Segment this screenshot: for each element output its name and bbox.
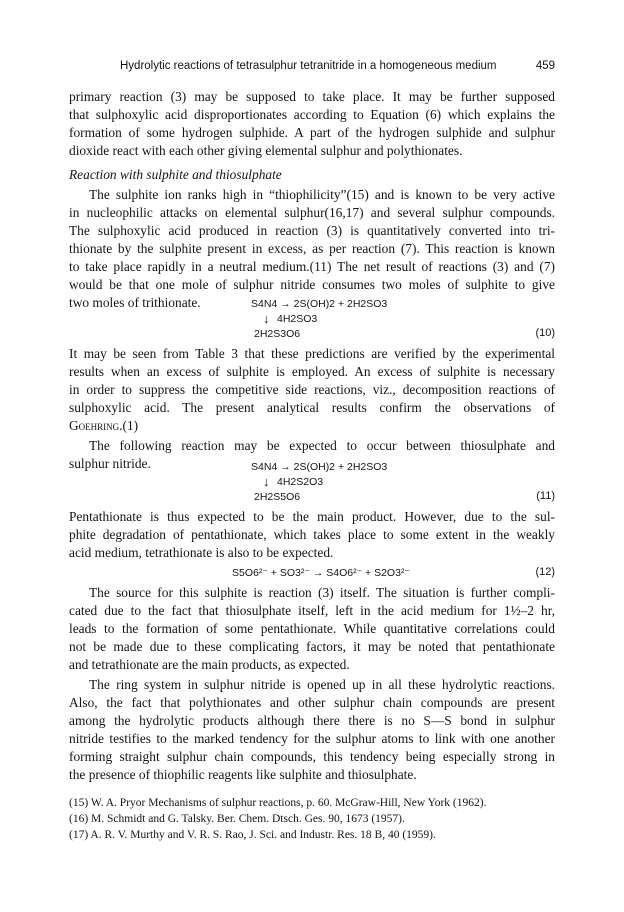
equation-12: S5O6²⁻ + SO3²⁻ → S4O6²⁻ + S2O3²⁻ (232, 567, 410, 579)
page-number: 459 (535, 60, 555, 72)
body-line: sulphoxylic acid. The present analytical results confirm the observations of (69, 400, 555, 415)
equation-11-reagent: 4H2S2O3 (277, 476, 324, 488)
reference-15: (15) W. A. Pryor Mechanisms of sulphur reactions, p. 60. McGraw-Hill, New York (1962). (69, 797, 487, 809)
body-line: leads to the formation of some pentathionate. While quantitative correlations could (69, 621, 555, 636)
body-line: The following reaction may be expected to occur between thiosulphate and (89, 438, 555, 453)
equation-11-number: (11) (536, 490, 555, 502)
body-line: primary reaction (3) may be supposed to take place. It may be further supposed (69, 89, 555, 104)
body-line: that sulphoxylic acid disproportionates according to Equation (6) which explains the (69, 107, 555, 122)
body-line: and tetrathionate are the main products, as expected. (69, 657, 350, 672)
equation-11-product: 2H2S5O6 (254, 491, 301, 503)
body-line: the presence of thiophilic reagents like sulphite and thiosulphate. (69, 767, 417, 782)
equation-10-product: 2H2S3O6 (254, 328, 301, 340)
body-line: The sulphoxylic acid produced in reaction (3) is quantitatively converted into tri- (69, 223, 555, 238)
body-line: Pentathionate is thus expected to be the main product. However, due to the sul- (69, 509, 555, 524)
body-line: acid medium, tetrathionate is also to be expected. (69, 545, 334, 560)
equation-10-reagent: 4H2SO3 (277, 313, 318, 325)
body-line: not be made due to these complicating factors, it may be noted that pentathionate (69, 639, 555, 654)
body-line: in nucleophilic attacks on elemental sulphur(16,17) and several sulphur compounds. (69, 205, 555, 220)
body-line: Goehring.(1) (69, 418, 139, 433)
reference-17: (17) A. R. V. Murthy and V. R. S. Rao, J. Sci. and Industr. Res. 18 B, 40 (1959). (69, 829, 436, 841)
running-header (70, 60, 555, 78)
body-line: dioxide react with each other giving elemental sulphur and polythionates. (69, 143, 463, 158)
body-line: in order to suppress the competitive side reactions, viz., decomposition reactions of (69, 382, 555, 397)
body-line: two moles of trithionate. (69, 295, 201, 310)
body-line: nitride testifies to the marked tendency for the sulphur atoms to link with one another (69, 731, 555, 746)
body-line: would be that one mole of sulphur nitride consumes two moles of sulphite to give (69, 277, 555, 292)
body-line: The source for this sulphite is reaction (3) itself. The situation is further compli- (89, 585, 555, 600)
body-line: phite degradation of pentathionate, which takes place to some extent in the weakly (69, 527, 555, 542)
equation-12-number: (12) (535, 566, 555, 578)
body-line: Also, the fact that polythionates and other sulphur chain compounds are present (69, 695, 555, 710)
arrow-down-icon: ↓ (263, 474, 270, 489)
body-line: to take place rapidly in a neutral medium.(11) The net result of reactions (3) and (7) (69, 259, 555, 274)
equation-10-number: (10) (535, 327, 555, 339)
body-line: sulphur nitride. (69, 456, 151, 471)
equation-11-line1: S4N4 → 2S(OH)2 + 2H2SO3 (251, 461, 388, 473)
body-line: results when an excess of sulphite is employed. An excess of sulphite is necessary (69, 364, 555, 379)
body-line: forming straight sulphur chain compounds, this tendency being especially strong in (69, 749, 555, 764)
body-line: cated due to the fact that thiosulphate itself, left in the acid medium for 1½–2 hr, (69, 603, 555, 618)
equation-10-line1: S4N4 → 2S(OH)2 + 2H2SO3 (251, 298, 388, 310)
body-line: The sulphite ion ranks high in “thiophilicity”(15) and is known to be very active (89, 187, 555, 202)
body-line: formation of some hydrogen sulphide. A part of the hydrogen sulphide and sulphur (69, 125, 555, 140)
arrow-down-icon: ↓ (263, 311, 270, 326)
body-line: among the hydrolytic products although there there is no S—S bond in sulphur (69, 713, 555, 728)
body-line: It may be seen from Table 3 that these predictions are verified by the experimental (69, 346, 555, 361)
running-title: Hydrolytic reactions of tetrasulphur tetranitride in a homogeneous medium (120, 60, 497, 72)
section-heading: Reaction with sulphite and thiosulphate (69, 167, 282, 182)
body-line: thionate by the sulphite present in excess, as per reaction (7). This reaction is known (69, 241, 555, 256)
body-line: The ring system in sulphur nitride is opened up in all these hydrolytic reactions. (89, 677, 555, 692)
reference-16: (16) M. Schmidt and G. Talsky. Ber. Chem. Dtsch. Ges. 90, 1673 (1957). (69, 813, 405, 825)
